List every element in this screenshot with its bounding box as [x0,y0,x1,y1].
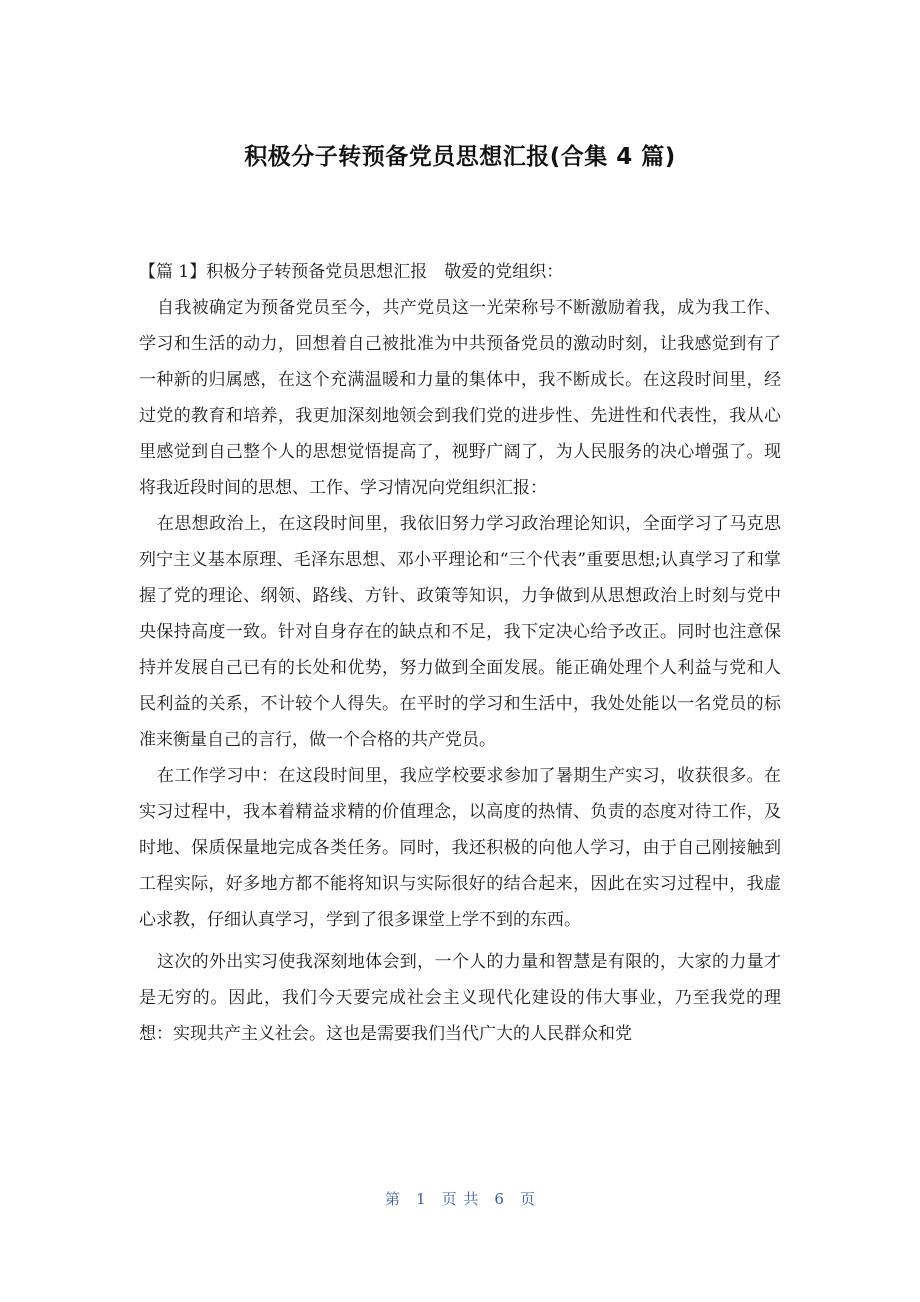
page-number-footer [0,1188,920,1209]
page-current: 1 [416,1190,426,1208]
page-suffix: 页 [519,1190,535,1208]
page-prefix: 第 [385,1190,401,1208]
document-title: 积极分子转预备党员思想汇报(合集 4 篇) [244,144,676,170]
paragraph: 在思想政治上，在这段时间里，我依旧努力学习政治理论知识，全面学习了马克思列宁主义基本原理、毛泽东思想、邓小平理论和“三个代表”重要思想;认真学习了和掌握了党的理论、纲领、路线、方针、政策等知识，力争做到从思想政治上时刻与党中央保持高度一致。针对自身存在的缺点和不足，我下定决心给予改正。同时也注意保持并发展自己已有的长处和优势，努力做到全面发展。能正确处理个人利益与党和人民利益的关系，不计较个人得失。在平时的学习和生活中，我处处能以一名党员的标准来衡量自己的言行，做一个合格的共产党员。 [139,514,781,750]
paragraph: 在工作学习中：在这段时间里，我应学校要求参加了暑期生产实习，收获很多。在实习过程中，我本着精益求精的价值理念，以高度的热情、负责的态度对待工作，及时地、保质保量地完成各类任务。同时，我还积极的向他人学习，由于自己刚接触到工程实际，好多地方都不能将知识与实际很好的结合起来，因此在实习过程中，我虚心求教，仔细认真学习，学到了很多课堂上学不到的东西。 [139,766,781,930]
page-total: 6 [494,1190,504,1208]
paragraph: 自我被确定为预备党员至今，共产党员这一光荣称号不断激励着我，成为我工作、学习和生活的动力，回想着自己被批准为中共预备党员的激动时刻，让我感觉到有了一种新的归属感，在这个充满温暖和力量的集体中，我不断成长。在这段时间里，经过党的教育和培养，我更加深刻地领会到我们党的进步性、先进性和代表性，我从心里感觉到自己整个人的思想觉悟提高了，视野广阔了，为人民服务的决心增强了。现将我近段时间的思想、工作、学习情况向党组织汇报： [139,298,781,498]
section-heading: 【篇 1】积极分子转预备党员思想汇报 敬爱的党组织： [139,262,564,282]
document-body [139,254,781,1052]
page-middle: 页 共 [441,1190,479,1208]
paragraph: 这次的外出实习使我深刻地体会到，一个人的力量和智慧是有限的，大家的力量才是无穷的。因此，我们今天要完成社会主义现代化建设的伟大事业，乃至我党的理想：实现共产主义社会。这也是需要我们当代广大的人民群众和党 [139,952,781,1044]
